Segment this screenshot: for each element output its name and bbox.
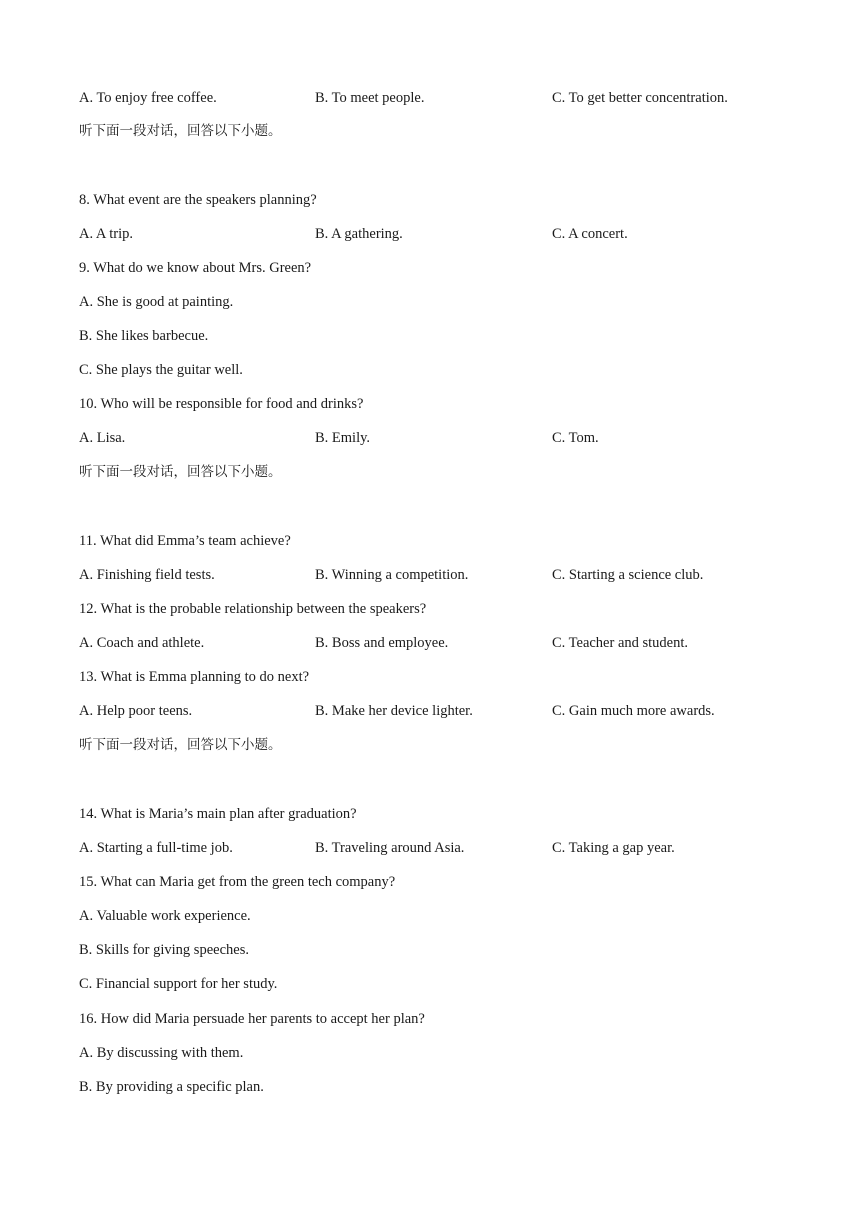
option-c: C. A concert. [552,226,628,242]
option-a: A. To enjoy free coffee. [79,90,217,106]
option-row [79,633,828,653]
question-9: 9. What do we know about Mrs. Green? [79,260,312,276]
option-row [79,838,828,858]
option-c: C. Taking a gap year. [552,840,675,856]
option-line-a: A. Valuable work experience. [79,908,251,924]
option-line-b: B. Skills for giving speeches. [79,942,249,958]
option-c: C. Gain much more awards. [552,703,715,719]
option-b: B. Emily. [315,430,371,446]
option-a: A. A trip. [79,226,133,242]
option-line-a: A. She is good at painting. [79,294,234,310]
option-b: B. A gathering. [315,226,403,242]
question-14: 14. What is Maria’s main plan after graduation? [79,806,357,822]
question-12: 12. What is the probable relationship between the speakers? [79,601,427,617]
option-c: C. Tom. [552,430,599,446]
option-row [79,224,828,244]
option-row [79,701,828,721]
question-11: 11. What did Emma’s team achieve? [79,533,291,549]
option-row [79,88,828,108]
question-8: 8. What event are the speakers planning? [79,192,317,208]
section-instruction: 听下面一段对话，回答以下小题。 [79,123,282,139]
option-b: B. Traveling around Asia. [315,840,465,856]
question-16: 16. How did Maria persuade her parents to accept her plan? [79,1011,425,1027]
section-instruction: 听下面一段对话，回答以下小题。 [79,464,282,480]
option-a: A. Help poor teens. [79,703,193,719]
option-line-c: C. Financial support for her study. [79,976,278,992]
question-15: 15. What can Maria get from the green tech company? [79,874,396,890]
option-row [79,428,828,448]
option-line-a: A. By discussing with them. [79,1045,244,1061]
option-a: A. Lisa. [79,430,126,446]
option-c: C. Starting a science club. [552,567,704,583]
option-row [79,565,828,585]
question-13: 13. What is Emma planning to do next? [79,669,310,685]
option-c: C. Teacher and student. [552,635,689,651]
option-c: C. To get better concentration. [552,90,728,106]
question-10: 10. Who will be responsible for food and drinks? [79,396,364,412]
option-b: B. Winning a competition. [315,567,469,583]
option-line-c: C. She plays the guitar well. [79,362,243,378]
option-b: B. Boss and employee. [315,635,449,651]
option-a: A. Starting a full-time job. [79,840,233,856]
option-a: A. Coach and athlete. [79,635,205,651]
section-instruction: 听下面一段对话，回答以下小题。 [79,737,282,753]
option-line-b: B. She likes barbecue. [79,328,209,344]
option-b: B. Make her device lighter. [315,703,473,719]
option-a: A. Finishing field tests. [79,567,215,583]
option-b: B. To meet people. [315,90,425,106]
option-line-b: B. By providing a specific plan. [79,1079,264,1095]
